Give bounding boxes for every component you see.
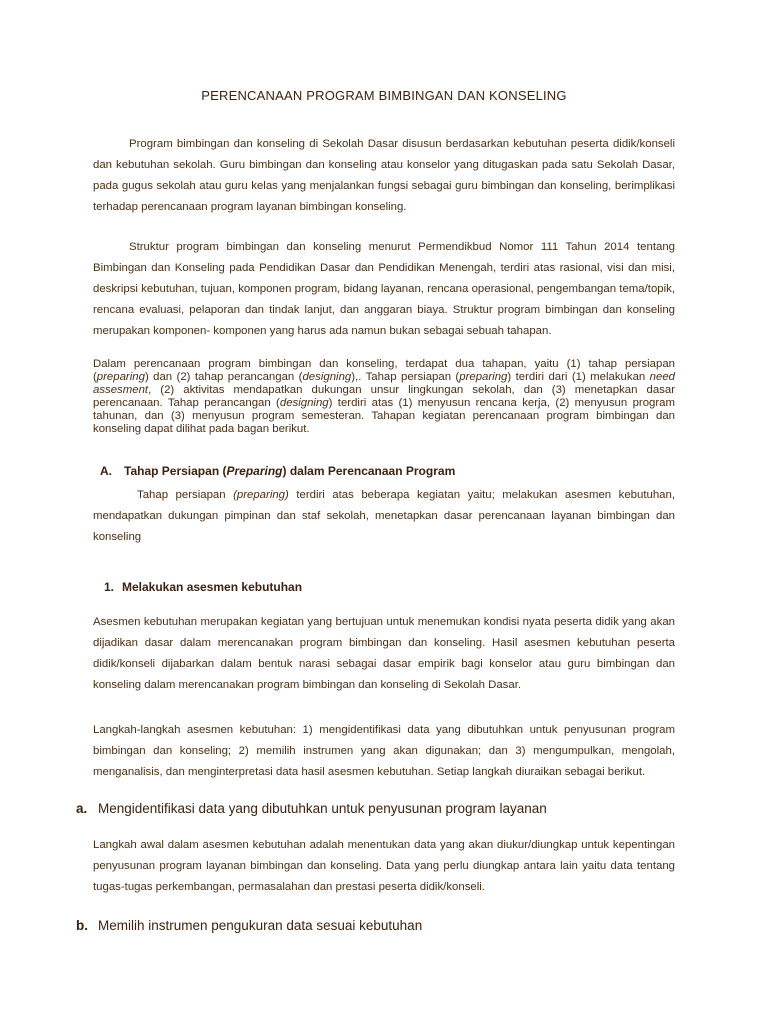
- section-a-text-1: Tahap Persiapan (: [124, 464, 227, 478]
- item-1-text: Melakukan asesmen kebutuhan: [122, 580, 303, 594]
- item-1-paragraph-2: Langkah-langkah asesmen kebutuhan: 1) mengidentifikasi data yang dibutuhkan untuk penyusunan program bimbingan dan konseling; 2) memilih instrumen yang akan digunakan; dan 3) mengumpulkan, mengolah, menganalisis, dan menginterpretasi data hasil asesmen kebutuhan. Setiap langkah diuraikan sebagai berikut.: [93, 724, 675, 778]
- intro-p3-italic-4: need assesment: [93, 371, 675, 396]
- intro-p3-text-3: ),. Tahap persiapan (: [351, 371, 460, 383]
- section-a-body: [93, 485, 675, 548]
- sub-b-label: b.: [76, 918, 88, 933]
- section-a-label: A.: [100, 464, 112, 478]
- intro-p3-italic-2: designing: [302, 371, 352, 383]
- section-a-text-2: ) dalam Perencanaan Program: [282, 464, 456, 478]
- intro-p3-italic-1: preparing: [96, 371, 145, 383]
- intro-p3-text-2: ) dan (2) tahap perancangan (: [144, 371, 303, 383]
- item-1-paragraph-1: Asesmen kebutuhan merupakan kegiatan yang bertujuan untuk menemukan kondisi nyata peserta didik yang akan dijadikan dasar dalam merencanakan program bimbingan dan konseling. Hasil asesmen kebutuhan peserta didik/konseli dijabarkan dalam bentuk narasi sebagai dasar empirik bagi konselor atau guru bimbingan dan konseling dalam merencanakan program bimbingan dan konseling di Sekolah Dasar.: [93, 616, 675, 691]
- intro-p3-italic-5: designing: [279, 397, 329, 409]
- sub-b-heading: [76, 918, 422, 933]
- page-title: PERENCANAAN PROGRAM BIMBINGAN DAN KONSELING: [201, 88, 567, 103]
- section-a-body-text-2: terdiri atas beberapa kegiatan yaitu; melakukan asesmen kebutuhan, mendapatkan dukungan pimpinan dan staf sekolah, menetapkan dasar perencanaan layanan bimbingan dan konseling: [93, 489, 675, 543]
- intro-paragraph-1: Program bimbingan dan konseling di Sekolah Dasar disusun berdasarkan kebutuhan peserta didik/konseli dan kebutuhan sekolah. Guru bimbingan dan konseling atau konselor yang ditugaskan pada satu Sekolah Dasar, pada gugus sekolah atau guru kelas yang menjalankan fungsi sebagai guru bimbingan dan konseling, berimplikasi terhadap perencanaan program layanan bimbingan konseling.: [93, 138, 675, 213]
- intro-p3-text-5: , (2) aktivitas mendapatkan dukungan unsur lingkungan sekolah, dan (3) menetapkan dasar perencanaan. Tahap perancangan (: [93, 384, 675, 409]
- section-a-heading: [100, 464, 455, 478]
- intro-p3-text-4: ) terdiri dari (1) melakukan: [507, 371, 650, 383]
- item-1-label: 1.: [104, 580, 115, 594]
- section-a-italic: Preparing: [226, 464, 283, 478]
- sub-a-label: a.: [76, 801, 88, 816]
- sub-a-heading: [76, 801, 547, 816]
- intro-p3-italic-3: preparing: [459, 371, 508, 383]
- intro-p3-text-1: Dalam perencanaan program bimbingan dan konseling, terdapat dua tahapan, yaitu (1) tahap persiapan (: [93, 358, 675, 383]
- section-a-body-text-1: Tahap persiapan: [137, 489, 234, 501]
- item-1-heading: [104, 580, 302, 594]
- intro-p3-text-6: ) terdiri atas (1) menyusun rencana kerja, (2) menyusun program tahunan, dan (3) menyusun program semesteran. Tahapan kegiatan perencanaan program bimbingan dan konseling dapat dilihat pada bagan berikut.: [93, 397, 675, 435]
- intro-paragraph-2: Struktur program bimbingan dan konseling menurut Permendikbud Nomor 111 Tahun 2014 tentang Bimbingan dan Konseling pada Pendidikan Dasar dan Pendidikan Menengah, terdiri atas rasional, visi dan misi, deskripsi kebutuhan, tujuan, komponen program, bidang layanan, rencana operasional, pengembangan tema/topik, rencana evaluasi, pelaporan dan tindak lanjut, dan anggaran biaya. Struktur program bimbingan dan konseling merupakan komponen- komponen yang harus ada namun bukan sebagai sebuah tahapan.: [93, 241, 675, 337]
- intro-paragraph-3: [93, 358, 675, 436]
- sub-a-body: Langkah awal dalam asesmen kebutuhan adalah menentukan data yang akan diukur/diungkap untuk kepentingan penyusunan program layanan bimbingan dan konseling. Data yang perlu diungkap antara lain yaitu data tentang tugas-tugas perkembangan, permasalahan dan prestasi peserta didik/konseli.: [93, 839, 675, 893]
- sub-b-text: Memilih instrumen pengukuran data sesuai kebutuhan: [98, 918, 423, 933]
- sub-a-text: Mengidentifikasi data yang dibutuhkan untuk penyusunan program layanan: [98, 801, 547, 816]
- section-a-body-italic: (preparing): [233, 489, 289, 501]
